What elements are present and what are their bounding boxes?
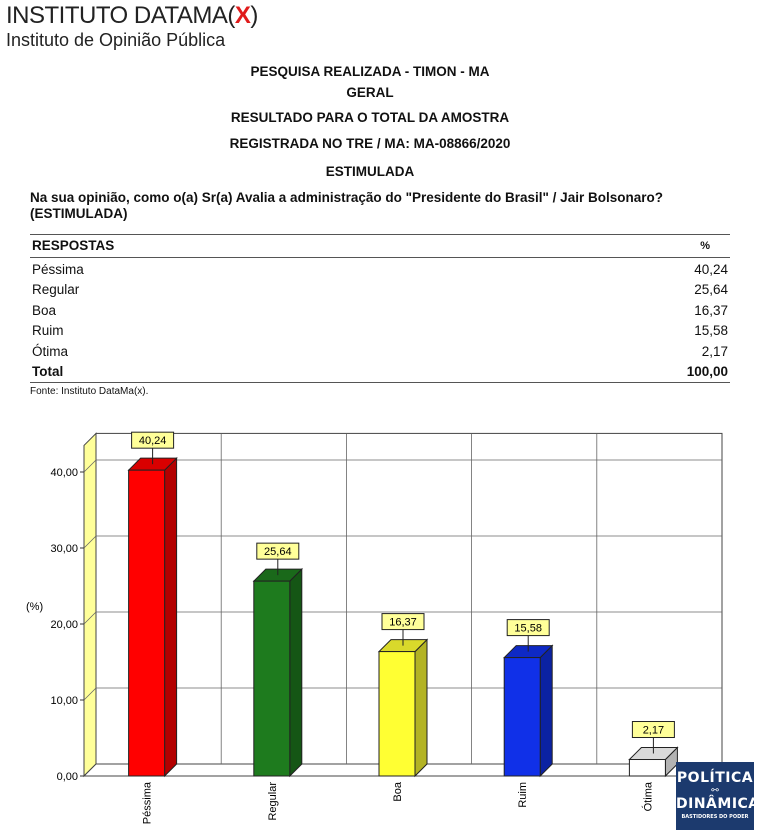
brand-name <box>6 2 258 30</box>
row-label: Ruim <box>32 323 64 339</box>
table-row <box>30 280 730 300</box>
bar <box>629 760 665 776</box>
header-line-2: GERAL <box>346 85 394 100</box>
header-line-3: RESULTADO PARA O TOTAL DA AMOSTRA <box>230 110 510 125</box>
bar <box>129 470 165 776</box>
brand-subtitle: Instituto de Opinião Pública <box>6 30 226 50</box>
row-label: Ótima <box>32 343 69 359</box>
data-label: 16,37 <box>389 616 417 629</box>
x-tick-label: Regular <box>266 782 279 821</box>
bar-side <box>290 569 302 776</box>
brand-x-mark: X <box>234 2 251 29</box>
data-label: 25,64 <box>264 546 292 559</box>
bar-chart <box>0 415 760 835</box>
col-pct-header: % <box>700 240 710 252</box>
row-value: 16,37 <box>694 302 728 318</box>
total-label: Total <box>32 363 64 379</box>
x-tick-label: Ruim <box>517 782 530 808</box>
watermark-line-3: BASTIDORES DO PODER <box>681 814 749 820</box>
watermark-line-1: POLÍTICA <box>676 770 754 786</box>
x-tick-label: Péssima <box>141 782 154 825</box>
bar-side <box>165 458 177 776</box>
x-tick-label: Boa <box>392 782 404 802</box>
total-value: 100,00 <box>686 363 728 379</box>
watermark-line-2: DINÂMICA <box>676 796 760 812</box>
bar <box>504 658 540 776</box>
table-row <box>30 342 730 362</box>
survey-question: Na sua opinião, como o(a) Sr(a) Avalia a administração do "Presidente do Brasil" / Jair Bolsonaro? (ESTIMULADA) <box>30 190 663 221</box>
data-label: 40,24 <box>138 435 167 448</box>
y-tick-label: 10,00 <box>50 695 78 707</box>
data-label: 2,17 <box>642 724 665 737</box>
brand-logo <box>6 2 258 50</box>
x-tick-label: Ótima <box>642 782 655 812</box>
watermark-link-icon: ⚯ <box>711 786 719 796</box>
row-value: 15,58 <box>694 323 728 339</box>
table-header <box>30 234 730 258</box>
table-row <box>30 321 730 341</box>
watermark-logo <box>676 762 760 830</box>
row-label: Regular <box>32 282 80 298</box>
brand-name-text: INSTITUTO DATAMA( <box>6 2 235 29</box>
table-total-row <box>30 362 730 383</box>
data-label: 15,58 <box>514 622 542 635</box>
y-tick-label: 0,00 <box>56 771 78 783</box>
col-label-header: RESPOSTAS <box>32 238 115 253</box>
y-tick-label: 40,00 <box>50 467 78 479</box>
table-row <box>30 301 730 321</box>
bar-side <box>540 646 552 776</box>
row-label: Boa <box>32 302 57 318</box>
brand-name-close: ) <box>250 2 258 29</box>
y-axis-label: (%) <box>26 601 44 613</box>
bar <box>254 581 290 776</box>
header-line-1: PESQUISA REALIZADA - TIMON - MA <box>250 64 490 79</box>
header-line-5: ESTIMULADA <box>325 164 415 179</box>
y-tick-label: 30,00 <box>50 543 78 555</box>
bar-side <box>415 640 427 776</box>
row-label: Péssima <box>32 262 84 277</box>
chart-side-wall <box>84 433 96 776</box>
row-value: 25,64 <box>694 282 728 298</box>
table-row <box>30 260 730 280</box>
header-line-4: REGISTRADA NO TRE / MA: MA-08866/2020 <box>229 136 511 151</box>
row-value: 2,17 <box>701 343 728 359</box>
row-value: 40,24 <box>694 262 728 277</box>
y-tick-label: 20,00 <box>50 619 78 631</box>
source-note: Fonte: Instituto DataMa(x). <box>30 386 149 397</box>
results-table <box>30 234 730 383</box>
bar <box>379 652 415 776</box>
